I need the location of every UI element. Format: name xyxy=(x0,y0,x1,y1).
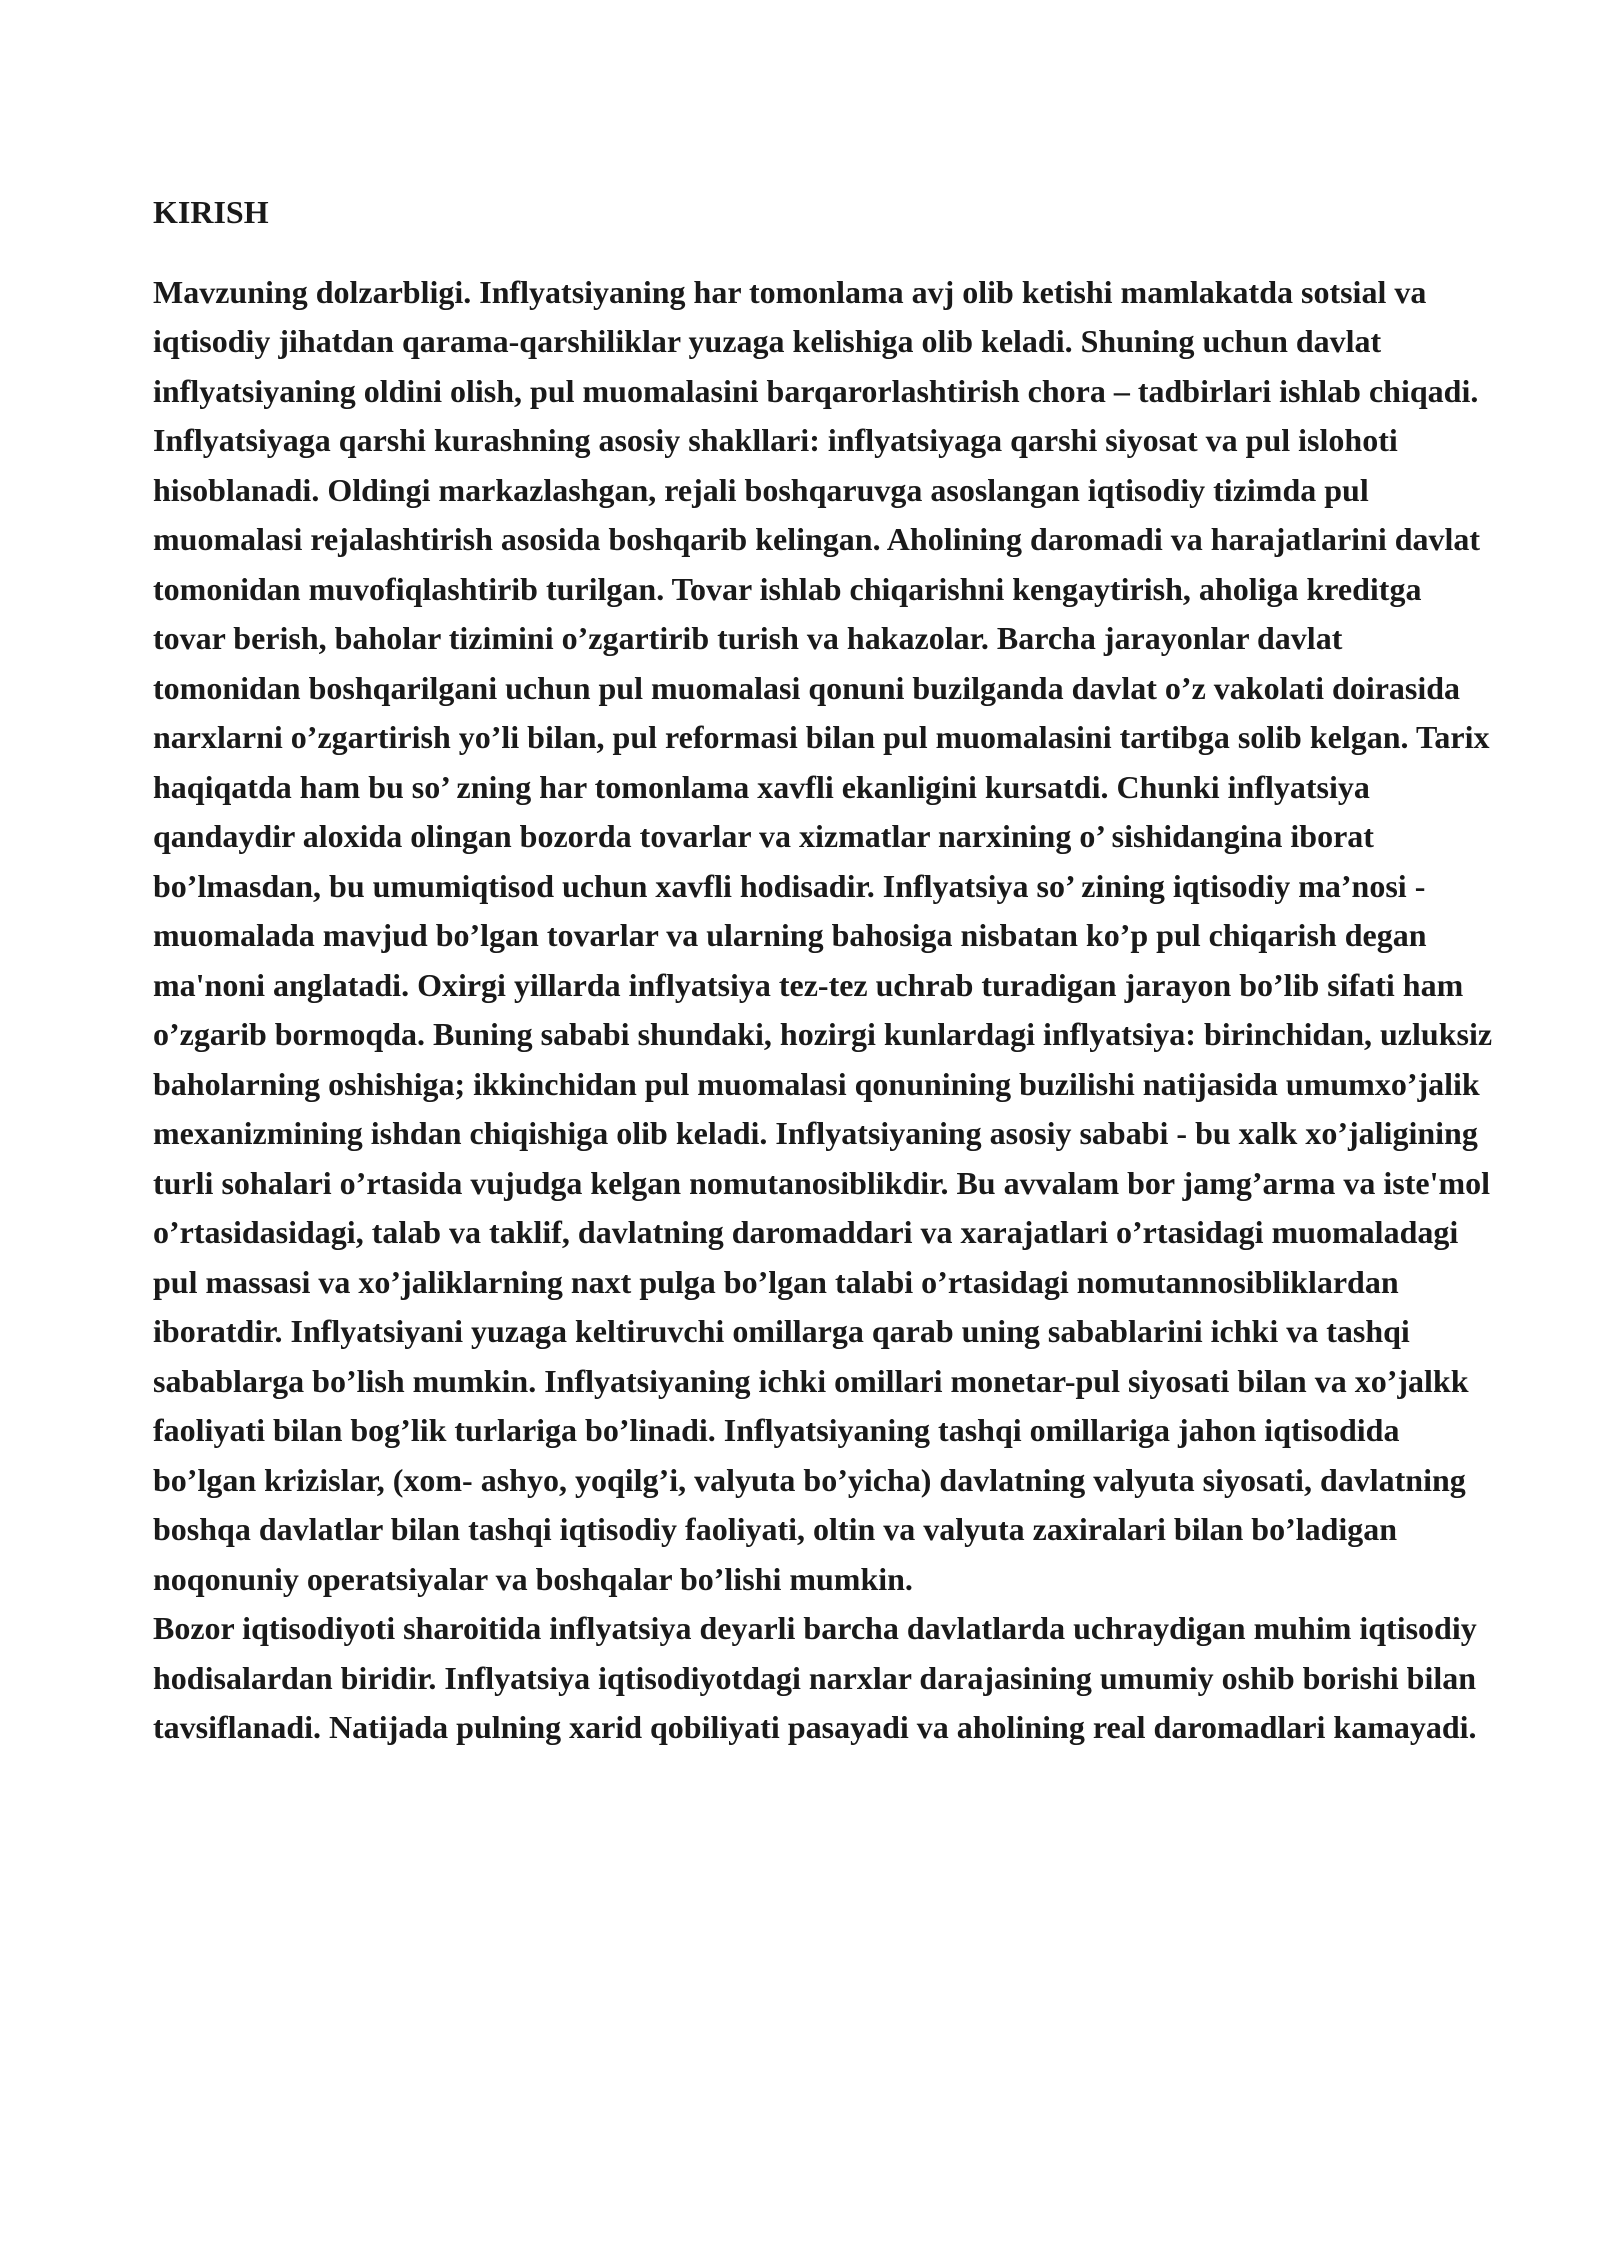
section-heading: KIRISH xyxy=(153,194,269,230)
paragraph-market-economy: Bozor iqtisodiyoti sharoitida inflyatsiya deyarli barcha davlatlarda uchraydigan muhim iqtisodiy hodisalardan biridir. Inflyatsiya iqtisodiyotdagi narxlar darajasining umumiy oshib borishi bilan tavsiflanadi. Natijada pulning xarid qobiliyati pasayadi va aholining real daromadlari kamayadi. xyxy=(153,1610,1477,1745)
document-page xyxy=(153,188,1493,1753)
paragraph-relevance: Mavzuning dolzarbligi. Inflyatsiyaning har tomonlama avj olib ketishi mamlakatda sotsial va iqtisodiy jihatdan qarama-qarshiliklar yuzaga kelishiga olib keladi. Shuning uchun davlat inflyatsiyaning oldini olish, pul muomalasini barqarorlashtirish chora – tadbirlari ishlab chiqadi. Inflyatsiyaga qarshi kurashning asosiy shakllari: inflyatsiyaga qarshi siyosat va pul islohoti hisoblanadi. Oldingi markazlashgan, rejali boshqaruvga asoslangan iqtisodiy tizimda pul muomalasi rejalashtirish asosida boshqarib kelingan. Aholining daromadi va harajatlarini davlat tomonidan muvofiqlashtirib turilgan. Tovar ishlab chiqarishni kengaytirish, aholiga kreditga tovar berish, baholar tizimini o’zgartirib turish va hakazolar. Barcha jarayonlar davlat tomonidan boshqarilgani uchun pul muomalasi qonuni buzilganda davlat o’z vakolati doirasida narxlarni o’zgartirish yo’li bilan, pul reformasi bilan pul muomalasini tartibga solib kelgan. Tarix haqiqatda ham bu so’ zning har tomonlama xavfli ekanligini kursatdi. Chunki inflyatsiya qandaydir aloxida olingan bozorda tovarlar va xizmatlar narxining o’ sishidangina iborat bo’lmasdan, bu umumiqtisod uchun xavfli hodisadir. Inflyatsiya so’ zining iqtisodiy ma’nosi - muomalada mavjud bo’lgan tovarlar va ularning bahosiga nisbatan ko’p pul chiqarish degan ma'noni anglatadi. Oxirgi yillarda inflyatsiya tez-tez uchrab turadigan jarayon bo’lib sifati ham o’zgarib bormoqda. Buning sababi shundaki, hozirgi kunlardagi inflyatsiya: birinchidan, uzluksiz baholarning oshishiga; ikkinchidan pul muomalasi qonunining buzilishi natijasida umumxo’jalik mexanizmining ishdan chiqishiga olib keladi. Inflyatsiyaning asosiy sababi - bu xalk xo’jaligining turli sohalari o’rtasida vujudga kelgan nomutanosiblikdir. Bu avvalam bor jamg’arma va iste'mol o’rtasidasidagi, talab va taklif, davlatning daromaddari va xarajatlari o’rtasidagi muomaladagi pul massasi va xo’jaliklarning naxt pulga bo’lgan talabi o’rtasidagi nomutannosibliklardan iboratdir. Inflyatsiyani yuzaga keltiruvchi omillarga qarab uning sabablarini ichki va tashqi sabablarga bo’lish mumkin. Inflyatsiyaning ichki omillari monetar-pul siyosati bilan va xo’jalkk faoliyati bilan bog’lik turlariga bo’linadi. Inflyatsiyaning tashqi omillariga jahon iqtisodida bo’lgan krizislar, (xom- ashyo, yoqilg’i, valyuta bo’yicha) davlatning valyuta siyosati, davlatning boshqa davlatlar bilan tashqi iqtisodiy faoliyati, oltin va valyuta zaxiralari bilan bo’ladigan noqonuniy operatsiyalar va boshqalar bo’lishi mumkin. xyxy=(153,273,1493,1597)
